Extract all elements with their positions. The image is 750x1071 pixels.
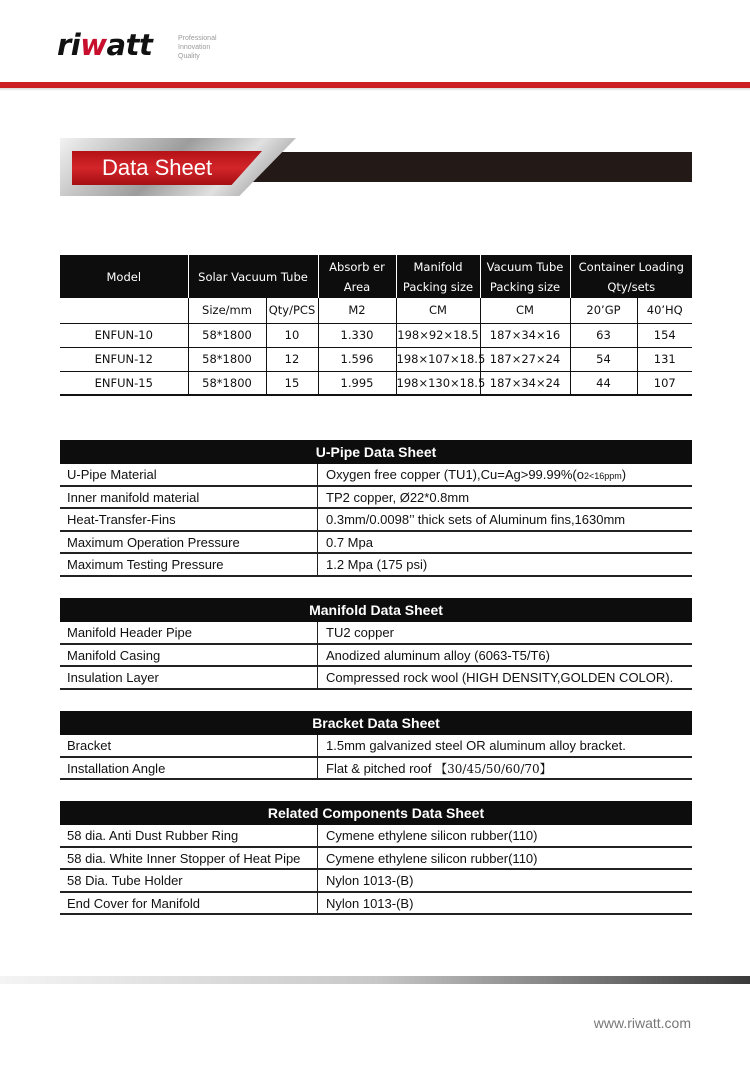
subheader-cell: CM — [480, 298, 570, 323]
upipe-title: U-Pipe Data Sheet — [60, 440, 692, 464]
table-cell: 1.330 — [318, 323, 396, 347]
spec-value: Nylon 1013-(B) — [326, 873, 414, 889]
spec-row — [60, 645, 692, 668]
spec-key: Maximum Testing Pressure — [60, 554, 318, 575]
spec-value — [318, 758, 692, 779]
subheader-cell — [60, 298, 188, 323]
header-manifold-packing — [396, 255, 480, 298]
header-line: Packing size — [489, 279, 561, 294]
header-line: Vacuum Tube — [486, 259, 564, 274]
spec-key: End Cover for Manifold — [60, 893, 318, 914]
spec-value: 1.5mm galvanized steel OR aluminum alloy bracket. — [326, 738, 626, 753]
table-cell: 198×107×18.5 — [396, 347, 480, 371]
spec-key: 58 Dia. Tube Holder — [60, 870, 318, 891]
spec-key: Heat-Transfer-Fins — [60, 509, 318, 530]
header-vacuum-packing — [480, 255, 570, 298]
related-title: Related Components Data Sheet — [60, 801, 692, 825]
table-cell: 58*1800 — [188, 371, 266, 395]
spec-value-subscript: 2<16ppm — [583, 471, 622, 481]
spec-value-main: Oxygen free copper (TU1),Cu=Ag>99.99%(o — [326, 467, 584, 482]
spec-row — [60, 848, 692, 871]
spec-row — [60, 735, 692, 758]
table-cell: 44 — [570, 371, 637, 395]
header-line: Packing size — [402, 279, 474, 294]
logo-prefix: ri — [57, 28, 81, 62]
spec-value: Anodized aluminum alloy (6063-T5/T6) — [326, 647, 550, 663]
spec-key: Manifold Casing — [60, 645, 318, 666]
section-title: Data Sheet — [102, 155, 213, 180]
header-line: Absorb er — [329, 259, 385, 274]
table-cell: 58*1800 — [188, 323, 266, 347]
spec-key: Inner manifold material — [60, 487, 318, 508]
spec-row — [60, 622, 692, 645]
table-cell: ENFUN-12 — [60, 347, 188, 371]
header-absorber-area — [318, 255, 396, 298]
tagline-line: Quality — [178, 53, 200, 60]
table-cell: 15 — [266, 371, 318, 395]
spec-row — [60, 554, 692, 577]
tagline-line: Innovation — [178, 44, 211, 51]
table-row — [60, 347, 692, 371]
table-cell: 58*1800 — [188, 347, 266, 371]
logo-suffix: att — [106, 28, 153, 62]
spec-row — [60, 464, 692, 487]
spec-key: Manifold Header Pipe — [60, 622, 318, 643]
spec-row — [60, 825, 692, 848]
brand-tagline — [178, 34, 217, 61]
header-line: Manifold — [413, 259, 463, 274]
bracket-data-sheet — [60, 711, 692, 780]
spec-row — [60, 532, 692, 555]
table-cell: 107 — [637, 371, 692, 395]
table-cell: 10 — [266, 323, 318, 347]
header-line: Area — [343, 279, 371, 294]
table-cell: 54 — [570, 347, 637, 371]
table-cell: 187×34×24 — [480, 371, 570, 395]
tagline-line: Professional — [178, 35, 217, 42]
brand-logo — [57, 28, 152, 62]
header-line: Container Loading — [578, 259, 684, 274]
header-line: Qty/sets — [607, 279, 656, 294]
spec-value: 0.3mm/0.0098’’ thick sets of Aluminum fins,1630mm — [326, 512, 626, 528]
table-cell: 154 — [637, 323, 692, 347]
table-cell: 198×130×18.5 — [396, 371, 480, 395]
table-cell: 187×27×24 — [480, 347, 570, 371]
table-cell: 187×34×16 — [480, 323, 570, 347]
table-row — [60, 371, 692, 395]
spec-key: Installation Angle — [60, 758, 318, 779]
logo-accent: w — [80, 28, 107, 62]
spec-row — [60, 509, 692, 532]
spec-value-main: Flat & pitched roof — [326, 760, 436, 776]
spec-key: U-Pipe Material — [60, 464, 318, 485]
spec-key: 58 dia. Anti Dust Rubber Ring — [60, 825, 318, 846]
spec-row — [60, 893, 692, 916]
spec-value: 1.2 Mpa (175 psi) — [326, 557, 428, 573]
spec-value-angles: 【30/45/50/60/70】 — [435, 761, 552, 776]
header-solar-vacuum-tube: Solar Vacuum Tube — [188, 255, 318, 298]
spec-row — [60, 487, 692, 510]
spec-key: Bracket — [60, 735, 318, 756]
spec-value: TP2 copper, Ø22*0.8mm — [326, 489, 470, 505]
related-components-data-sheet — [60, 801, 692, 915]
manifold-title: Manifold Data Sheet — [60, 598, 692, 622]
table-cell: ENFUN-15 — [60, 371, 188, 395]
spec-value: Nylon 1013-(B) — [326, 895, 414, 911]
manifold-data-sheet — [60, 598, 692, 690]
table-subheader-row — [60, 298, 692, 323]
spec-key: Insulation Layer — [60, 667, 318, 688]
table-cell: 63 — [570, 323, 637, 347]
footer-divider — [0, 976, 750, 984]
subheader-cell: Size/mm — [188, 298, 266, 323]
table-cell: 1.995 — [318, 371, 396, 395]
spec-value: TU2 copper — [326, 625, 394, 640]
spec-row — [60, 758, 692, 781]
subheader-cell: CM — [396, 298, 480, 323]
subheader-cell: 40’HQ — [637, 298, 692, 323]
spec-row — [60, 870, 692, 893]
header-container-loading — [570, 255, 692, 298]
spec-value-end: ) — [621, 467, 627, 482]
spec-value: Cymene ethylene silicon rubber(110) — [326, 828, 538, 843]
table-row — [60, 323, 692, 347]
header-divider-shadow — [0, 88, 750, 91]
product-data-table — [60, 255, 692, 396]
subheader-cell: 20’GP — [570, 298, 637, 323]
table-cell: 1.596 — [318, 347, 396, 371]
spec-key: 58 dia. White Inner Stopper of Heat Pipe — [60, 848, 318, 869]
table-cell: 12 — [266, 347, 318, 371]
spec-value — [318, 464, 692, 485]
table-cell: 198×92×18.5 — [396, 323, 480, 347]
table-cell: ENFUN-10 — [60, 323, 188, 347]
spec-value: 0.7 Mpa — [326, 534, 373, 550]
footer-website-link[interactable]: www.riwatt.com — [593, 1015, 691, 1031]
upipe-data-sheet — [60, 440, 692, 577]
header-model: Model — [60, 255, 188, 298]
spec-key: Maximum Operation Pressure — [60, 532, 318, 553]
subheader-cell: M2 — [318, 298, 396, 323]
spec-value: Cymene ethylene silicon rubber(110) — [326, 850, 538, 866]
section-banner-bar — [250, 152, 692, 182]
spec-value: Compressed rock wool (HIGH DENSITY,GOLDEN COLOR). — [326, 670, 674, 686]
bracket-title: Bracket Data Sheet — [60, 711, 692, 735]
table-header-row — [60, 255, 692, 298]
table-cell: 131 — [637, 347, 692, 371]
subheader-cell: Qty/PCS — [266, 298, 318, 323]
spec-row — [60, 667, 692, 690]
